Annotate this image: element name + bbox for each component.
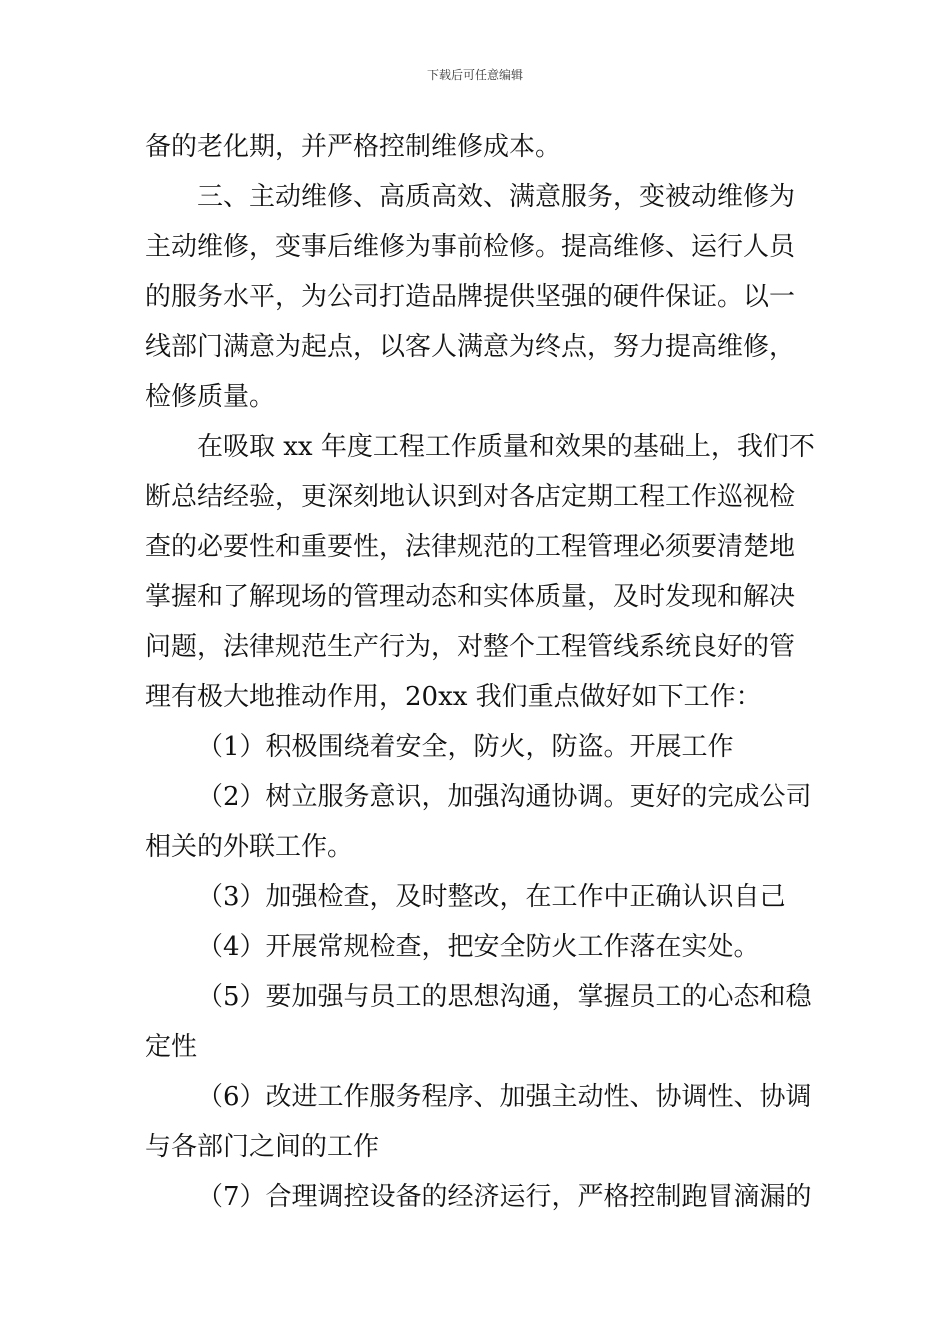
text-line: （2）树立服务意识，加强沟通协调。更好的完成公司 [197,782,812,812]
text-line: 查的必要性和重要性，法律规范的工程管理必须要清楚地 [145,532,796,562]
text-line: 断总结经验，更深刻地认识到对各店定期工程工作巡视检 [145,482,796,512]
text-line: 检修质量。 [145,382,276,412]
text-line: 备的老化期，并严格控制维修成本。 [145,132,562,162]
text-line: （7）合理调控设备的经济运行，严格控制跑冒滴漏的 [197,1182,812,1212]
text-line: 相关的外联工作。 [145,832,354,862]
text-line: 线部门满意为起点，以客人满意为终点，努力提高维修， [145,332,796,362]
text-line: 的服务水平，为公司打造品牌提供坚强的硬件保证。以一 [145,282,796,312]
text-line: （5）要加强与员工的思想沟通，掌握员工的心态和稳 [197,982,812,1012]
text-line: （3）加强检查，及时整改，在工作中正确认识自己 [197,882,786,912]
text-line: 问题，法律规范生产行为，对整个工程管线系统良好的管 [145,632,796,662]
text-line: 掌握和了解现场的管理动态和实体质量，及时发现和解决 [145,582,796,612]
text-line: （6）改进工作服务程序、加强主动性、协调性、协调 [197,1082,812,1112]
text-line: 主动维修，变事后维修为事前检修。提高维修、运行人员 [145,232,796,262]
text-line: 定性 [145,1032,198,1062]
page-header: 下载后可任意编辑 [426,68,523,82]
text-line: 与各部门之间的工作 [145,1132,380,1162]
text-line: 理有极大地推动作用，20xx 我们重点做好如下工作： [145,682,762,712]
document-body [145,122,815,1222]
text-line: 三、主动维修、高质高效、满意服务，变被动维修为 [197,182,796,212]
text-line: （4）开展常规检查，把安全防火工作落在实处。 [197,932,760,962]
text-line: 在吸取 xx 年度工程工作质量和效果的基础上，我们不 [197,432,815,462]
text-line: （1）积极围绕着安全，防火，防盗。开展工作 [197,732,734,762]
